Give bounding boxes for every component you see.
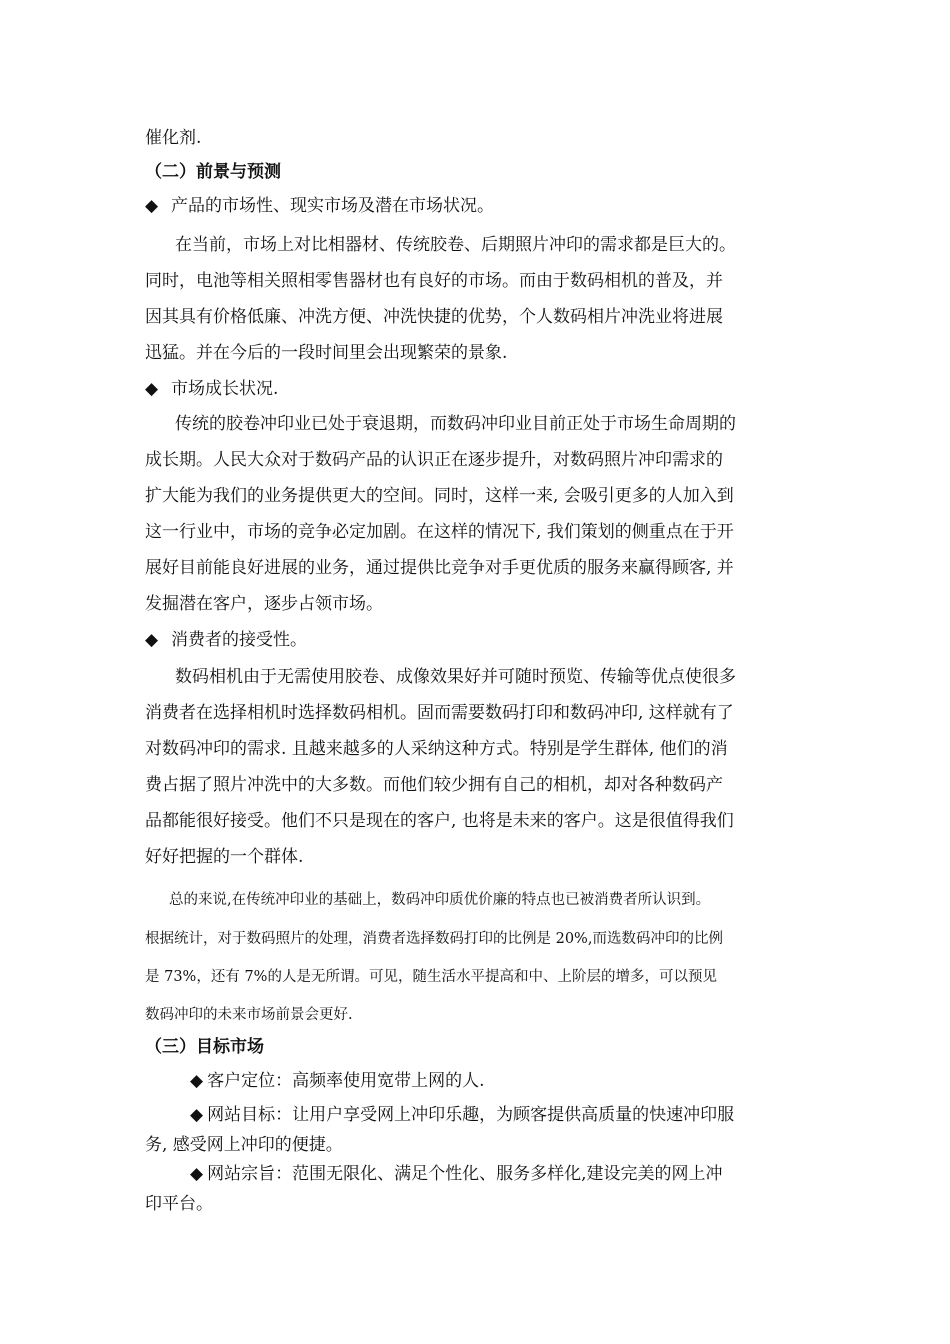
bullet-text: 客户定位：高频率使用宽带上网的人. xyxy=(207,1071,485,1091)
bullet-text: 网站宗旨：范围无限化、满足个性化、服务多样化,建设完美的网上冲 xyxy=(207,1164,723,1184)
summary-line: 是 73%，还有 7%的人是无所谓。可见，随生活水平提高和中、上阶层的增多，可以预见 xyxy=(145,969,717,985)
section-heading-prospects: （二）前景与预测 xyxy=(145,162,281,182)
summary-line: 数码冲印的未来市场前景会更好. xyxy=(145,1007,353,1023)
bullet-text: 市场成长状况. xyxy=(171,379,279,399)
bullet-item-marketability xyxy=(145,196,494,216)
diamond-bullet-icon: ◆ xyxy=(145,630,159,650)
paragraph-line: 成长期。人民大众对于数码产品的认识正在逐步提升，对数码照片冲印需求的 xyxy=(145,450,723,470)
bullet-item-customer-positioning xyxy=(190,1071,484,1091)
paragraph-line: 扩大能为我们的业务提供更大的空间。同时，这样一来, 会吸引更多的人加入到 xyxy=(145,486,734,506)
bullet-item-consumer-acceptance xyxy=(145,630,307,650)
bullet-text: 产品的市场性、现实市场及潜在市场状况。 xyxy=(171,196,494,216)
paragraph-line: 数码相机由于无需使用胶卷、成像效果好并可随时预览、传输等优点使很多 xyxy=(175,667,736,687)
paragraph-line: 因其具有价格低廉、冲洗方便、冲洗快捷的优势，个人数码相片冲洗业将进展 xyxy=(145,307,723,327)
diamond-bullet-icon: ◆ xyxy=(190,1164,204,1184)
paragraph-line: 这一行业中，市场的竞争必定加剧。在这样的情况下, 我们策划的侧重点在于开 xyxy=(145,522,734,542)
paragraph-line: 好好把握的一个群体. xyxy=(145,847,304,867)
paragraph-line: 务, 感受网上冲印的便捷。 xyxy=(145,1135,343,1155)
section-heading-target-market: （三）目标市场 xyxy=(145,1037,264,1057)
diamond-bullet-icon: ◆ xyxy=(145,196,159,216)
summary-line: 根据统计，对于数码照片的处理，消费者选择数码打印的比例是 20%,而选数码冲印的比例 xyxy=(145,931,723,947)
bullet-text: 网站目标：让用户享受网上冲印乐趣，为顾客提供高质量的快速冲印服 xyxy=(207,1105,735,1125)
bullet-item-market-growth xyxy=(145,379,278,399)
paragraph-line: 印平台。 xyxy=(145,1194,213,1214)
bullet-item-website-goal xyxy=(190,1105,734,1125)
summary-line: 总的来说,在传统冲印业的基础上，数码冲印质优价廉的特点也已被消费者所认识到。 xyxy=(169,892,711,908)
paragraph-line: 迅猛。并在今后的一段时间里会出现繁荣的景象. xyxy=(145,343,508,363)
paragraph-line: 同时，电池等相关照相零售器材也有良好的市场。而由于数码相机的普及，并 xyxy=(145,271,723,291)
diamond-bullet-icon: ◆ xyxy=(190,1071,204,1091)
paragraph-line: 品都能很好接受。他们不只是现在的客户, 也将是未来的客户。这是很值得我们 xyxy=(145,811,734,831)
paragraph-line: 展好目前能良好进展的业务，通过提供比竞争对手更优质的服务来赢得顾客, 并 xyxy=(145,558,734,578)
diamond-bullet-icon: ◆ xyxy=(145,379,159,399)
paragraph-line: 消费者在选择相机时选择数码相机。固而需要数码打印和数码冲印, 这样就有了 xyxy=(145,703,734,723)
paragraph-line: 对数码冲印的需求. 且越来越多的人采纳这种方式。特别是学生群体, 他们的消 xyxy=(145,739,728,759)
paragraph-line: 传统的胶卷冲印业已处于衰退期，而数码冲印业目前正处于市场生命周期的 xyxy=(175,414,736,434)
bullet-item-website-mission xyxy=(190,1164,722,1184)
diamond-bullet-icon: ◆ xyxy=(190,1105,204,1125)
paragraph-line: 发掘潜在客户，逐步占领市场。 xyxy=(145,594,383,614)
paragraph-line: 费占据了照片冲洗中的大多数。而他们较少拥有自己的相机，却对各种数码产 xyxy=(145,775,723,795)
paragraph-line: 催化剂. xyxy=(145,128,202,148)
bullet-text: 消费者的接受性。 xyxy=(171,630,307,650)
paragraph-line: 在当前，市场上对比相器材、传统胶卷、后期照片冲印的需求都是巨大的。 xyxy=(175,235,736,255)
